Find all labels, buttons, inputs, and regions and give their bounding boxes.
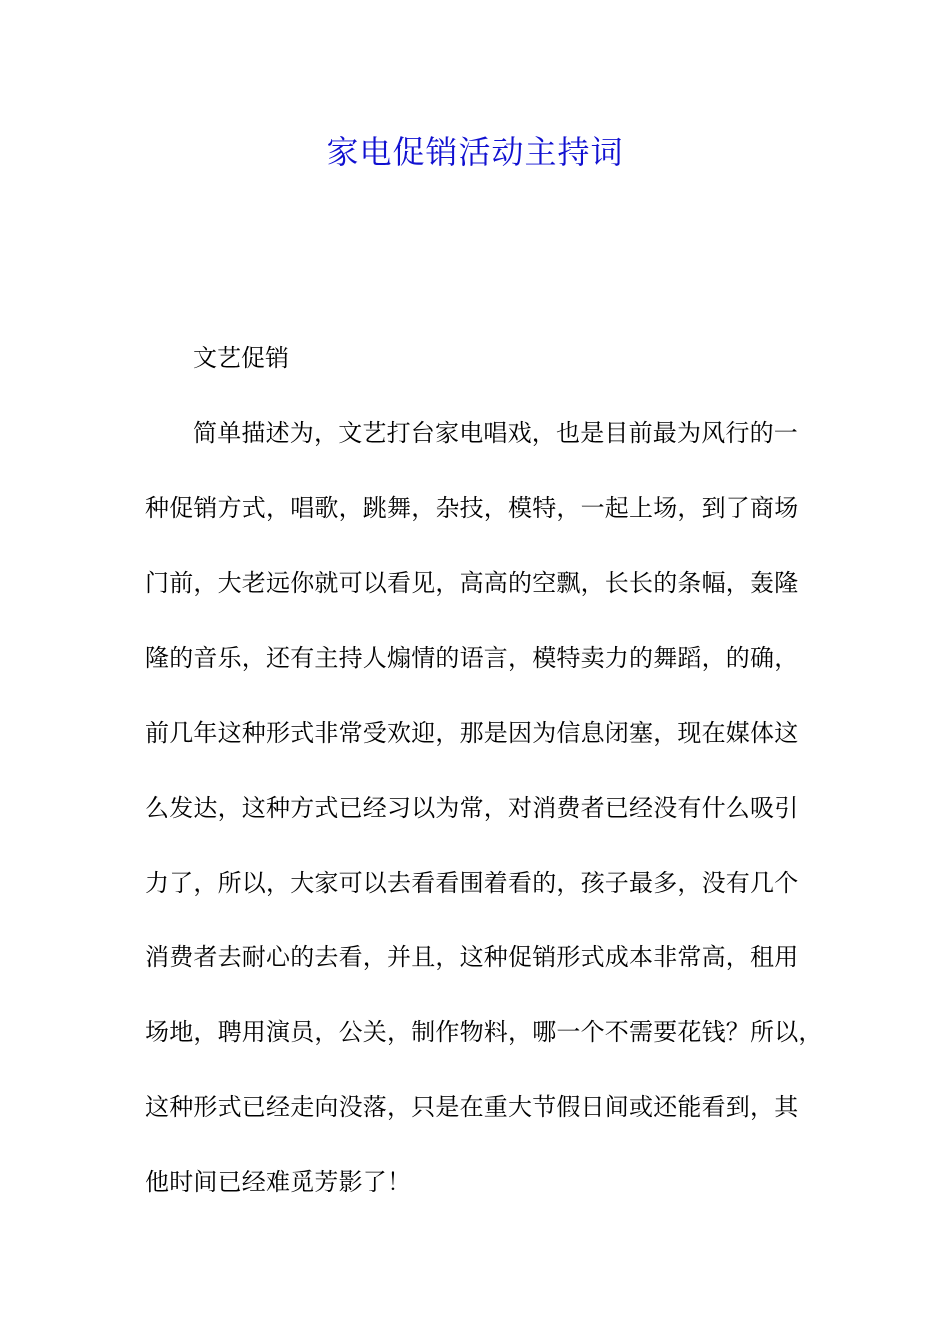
paragraph-line: 他时间已经难觅芳影了！: [145, 1168, 412, 1196]
paragraph-line: 前几年这种形式非常受欢迎，那是因为信息闭塞，现在媒体这: [145, 719, 799, 747]
paragraph-line: 么发达，这种方式已经习以为常，对消费者已经没有什么吸引: [145, 794, 799, 822]
paragraph-line: 力了，所以，大家可以去看看围着看的，孩子最多，没有几个: [145, 869, 799, 897]
document-title: 家电促销活动主持词: [326, 133, 624, 171]
paragraph-line: 这种形式已经走向没落，只是在重大节假日间或还能看到，其: [145, 1093, 799, 1121]
paragraph-line: 简单描述为，文艺打台家电唱戏，也是目前最为风行的一: [193, 419, 798, 447]
paragraph-line: 种促销方式，唱歌，跳舞，杂技，模特，一起上场，到了商场: [145, 494, 799, 522]
paragraph-line: 场地，聘用演员，公关，制作物料，哪一个不需要花钱？所以，: [145, 1018, 823, 1046]
paragraph-line: 消费者去耐心的去看，并且，这种促销形式成本非常高，租用: [145, 943, 799, 971]
section-heading: 文艺促销: [193, 344, 289, 372]
paragraph-line: 门前，大老远你就可以看见，高高的空飘，长长的条幅，轰隆: [145, 569, 799, 597]
paragraph-line: 隆的音乐，还有主持人煽情的语言，模特卖力的舞蹈，的确，: [145, 644, 799, 672]
